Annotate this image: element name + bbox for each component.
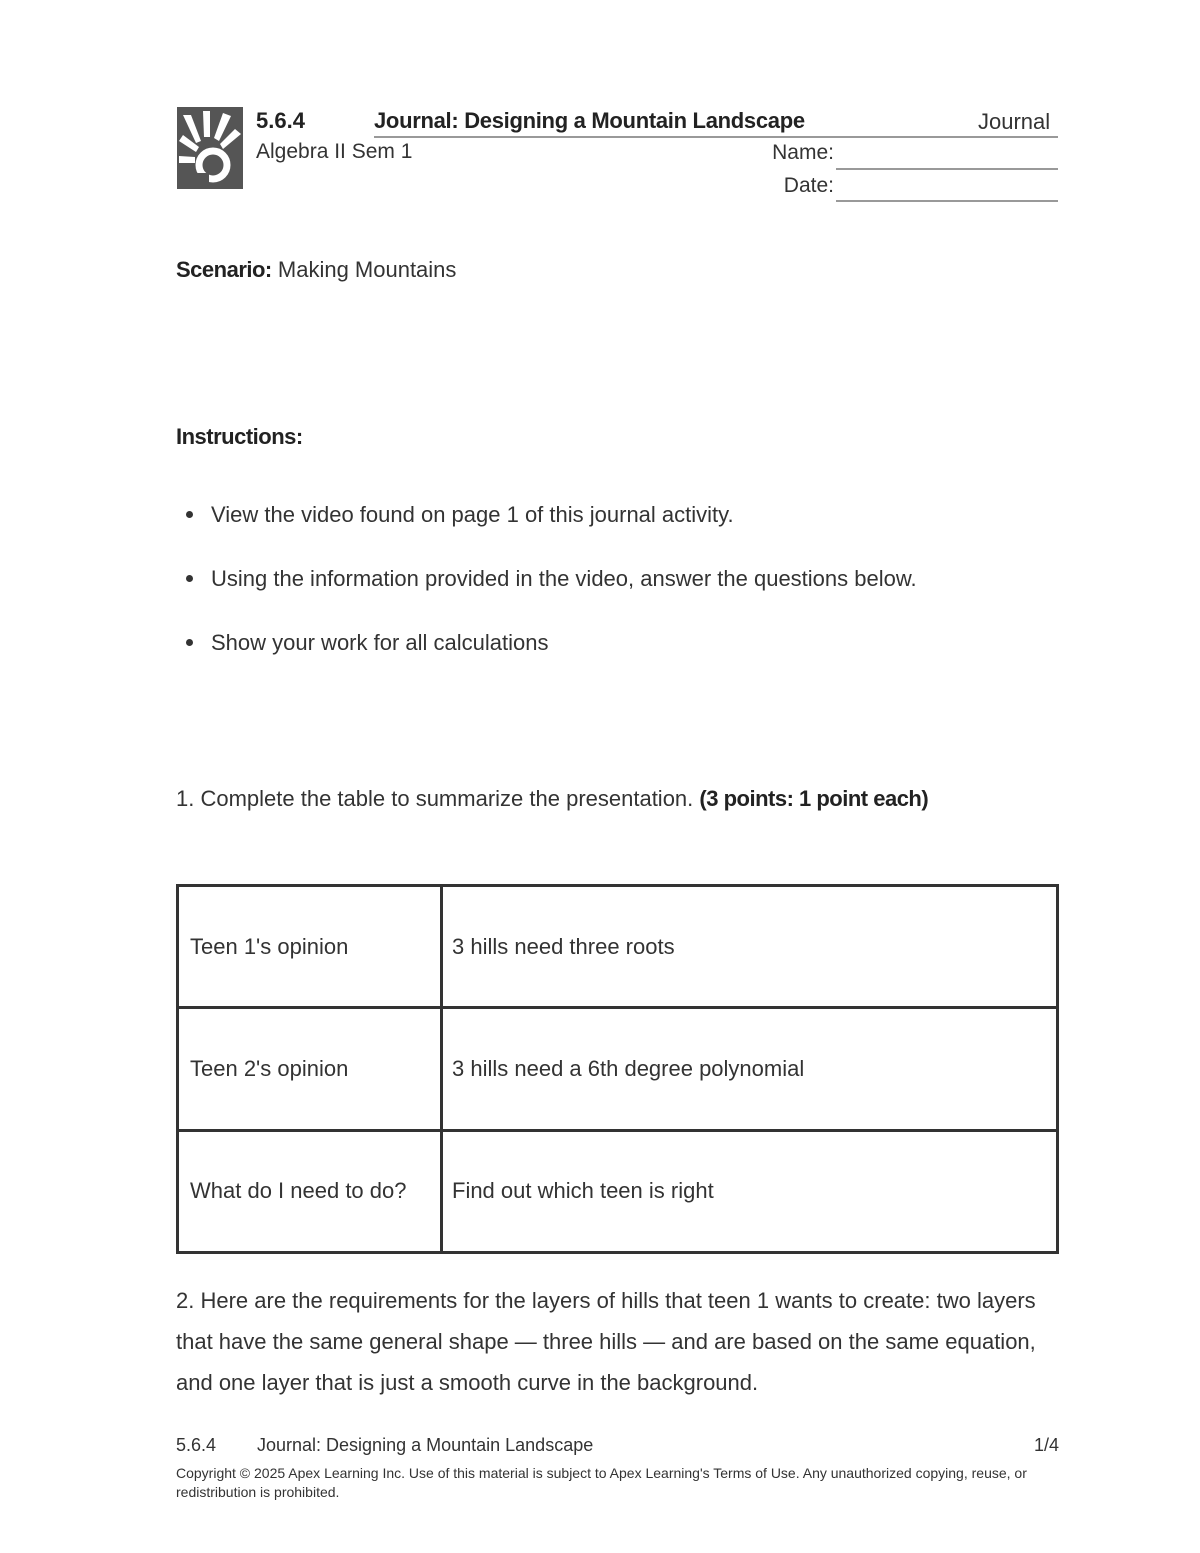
- question-1-text: 1. Complete the table to summarize the presentation.: [176, 786, 700, 811]
- name-label: Name:: [772, 141, 834, 164]
- footer-code: 5.6.4: [176, 1435, 217, 1455]
- row-label: Teen 2's opinion: [178, 1008, 442, 1130]
- instruction-item: View the video found on page 1 of this journal activity.: [186, 502, 734, 528]
- activity-title: Journal: Designing a Mountain Landscape: [374, 108, 805, 133]
- date-label: Date:: [783, 174, 834, 197]
- activity-type: Journal: [978, 109, 1051, 134]
- table-row: [178, 1008, 1058, 1130]
- question-1: [176, 786, 928, 812]
- footer-title: Journal: Designing a Mountain Landscape: [257, 1435, 594, 1455]
- header-divider: [374, 136, 1058, 138]
- answer-cell[interactable]: 3 hills need three roots: [442, 886, 1058, 1008]
- course-name: Algebra II Sem 1: [256, 140, 413, 163]
- row-label: What do I need to do?: [178, 1130, 442, 1252]
- scenario-label: Scenario:: [176, 257, 272, 282]
- apex-sunburst-logo-icon: [177, 107, 243, 189]
- page-number: 1/4: [1033, 1435, 1059, 1455]
- activity-code: 5.6.4: [256, 108, 305, 133]
- bullet-icon: [186, 511, 193, 518]
- question-1-points: (3 points: 1 point each): [699, 786, 929, 811]
- question-2-text: 2. Here are the requirements for the layers of hills that teen 1 wants to create: two layers that have the same general shape — three hills — and are based on the same equation, and one layer that is just a smooth curve in the background.: [176, 1288, 1036, 1395]
- table-row: [178, 886, 1058, 1008]
- date-field[interactable]: [836, 200, 1058, 202]
- answer-cell[interactable]: 3 hills need a 6th degree polynomial: [442, 1008, 1058, 1130]
- answer-cell[interactable]: Find out which teen is right: [442, 1130, 1058, 1252]
- instruction-item: Show your work for all calculations: [186, 630, 548, 656]
- instruction-item: Using the information provided in the video, answer the questions below.: [186, 566, 917, 592]
- bullet-icon: [186, 639, 193, 646]
- copyright-notice: Copyright © 2025 Apex Learning Inc. Use of this material is subject to Apex Learning's Terms of Use. Any unauthorized copying, reuse, or redistribution is prohibited.: [176, 1465, 1027, 1500]
- row-label: Teen 1's opinion: [178, 886, 442, 1008]
- table-row: [178, 1130, 1058, 1252]
- instructions-heading: Instructions:: [176, 424, 303, 449]
- scenario: [176, 257, 456, 283]
- summary-table: [176, 884, 1059, 1254]
- name-field[interactable]: [836, 168, 1058, 170]
- scenario-text: Making Mountains: [271, 257, 457, 282]
- bullet-icon: [186, 575, 193, 582]
